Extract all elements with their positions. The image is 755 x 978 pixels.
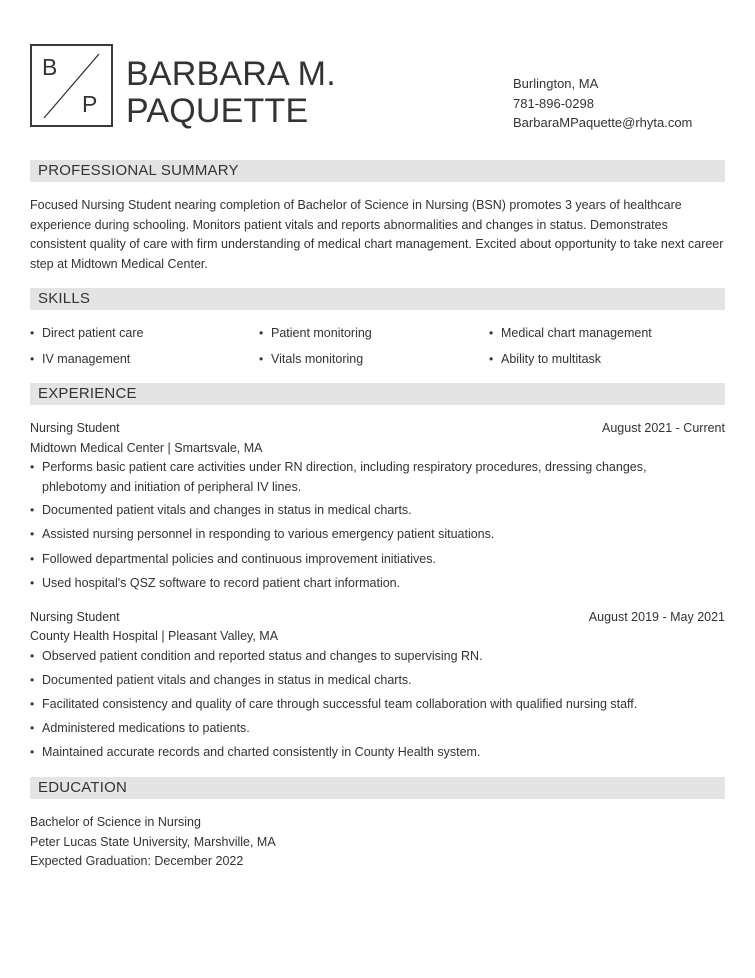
bullet-icon: • [489,326,494,340]
education-degree: Bachelor of Science in Nursing [30,815,201,829]
contact-info [513,74,692,133]
name-line-1: BARBARA M. [126,55,336,93]
contact-phone: 781-896-0298 [513,95,594,111]
skill-item: • Medical chart management [489,326,652,340]
job-organization: Midtown Medical Center | Smartsvale, MA [30,441,263,455]
bullet-icon: • [489,352,494,366]
summary-heading: PROFESSIONAL SUMMARY [38,162,239,179]
contact-email: BarbaraMPaquette@rhyta.com [513,115,693,130]
bullet-icon: • [259,326,264,340]
candidate-name [126,56,336,130]
experience-section-header [30,383,725,405]
skill-item: • Patient monitoring [259,326,372,340]
skill-item: • Ability to multitask [489,352,602,366]
bullet-icon: • [30,721,35,735]
summary-section-header [30,160,725,182]
job-dates: August 2021 - Current [602,421,725,435]
bullet-icon: • [30,326,35,340]
job-dates: August 2019 - May 2021 [588,610,725,624]
monogram-first-initial: B [42,54,58,80]
skill-item: • Direct patient care [30,326,144,340]
skill-item: • IV management [30,352,131,366]
bullet-icon: • [30,649,35,663]
name-line-2: PAQUETTE [126,92,309,130]
education-section-header [30,777,725,799]
contact-location: Burlington, MA [513,76,599,91]
bullet-icon: • [30,697,35,711]
skills-heading: SKILLS [38,290,91,307]
skill-item: • Vitals monitoring [259,352,364,366]
bullet-icon: • [259,352,264,366]
bullet-icon: • [30,745,35,759]
bullet-icon: • [30,503,35,517]
job-title: Nursing Student [30,610,120,624]
education-graduation: Expected Graduation: December 2022 [30,854,244,868]
monogram-logo [30,44,113,127]
education-heading: EDUCATION [38,779,128,796]
bullet-icon: • [30,460,35,474]
bullet-icon: • [30,673,35,687]
job-title: Nursing Student [30,421,120,435]
bullet-icon: • [30,552,35,566]
monogram-last-initial: P [82,91,98,117]
experience-heading: EXPERIENCE [38,385,137,402]
job-organization: County Health Hospital | Pleasant Valley, MA [30,629,279,643]
summary-text: Focused Nursing Student nearing completion of Bachelor of Science in Nursing (BSN) promotes 3 years of healthcare experience during schooling. Monitors patient vitals and reports abnormalities and changes in status. Demonstrates consistent quality of care with firm understanding of medical chart management. Excited about opportunity to take next career step at Midtown Medical Center. [30,198,724,271]
bullet-icon: • [30,527,35,541]
education-school: Peter Lucas State University, Marshville, MA [30,835,276,849]
bullet-icon: • [30,352,35,366]
bullet-icon: • [30,576,35,590]
skills-section-header [30,288,725,310]
